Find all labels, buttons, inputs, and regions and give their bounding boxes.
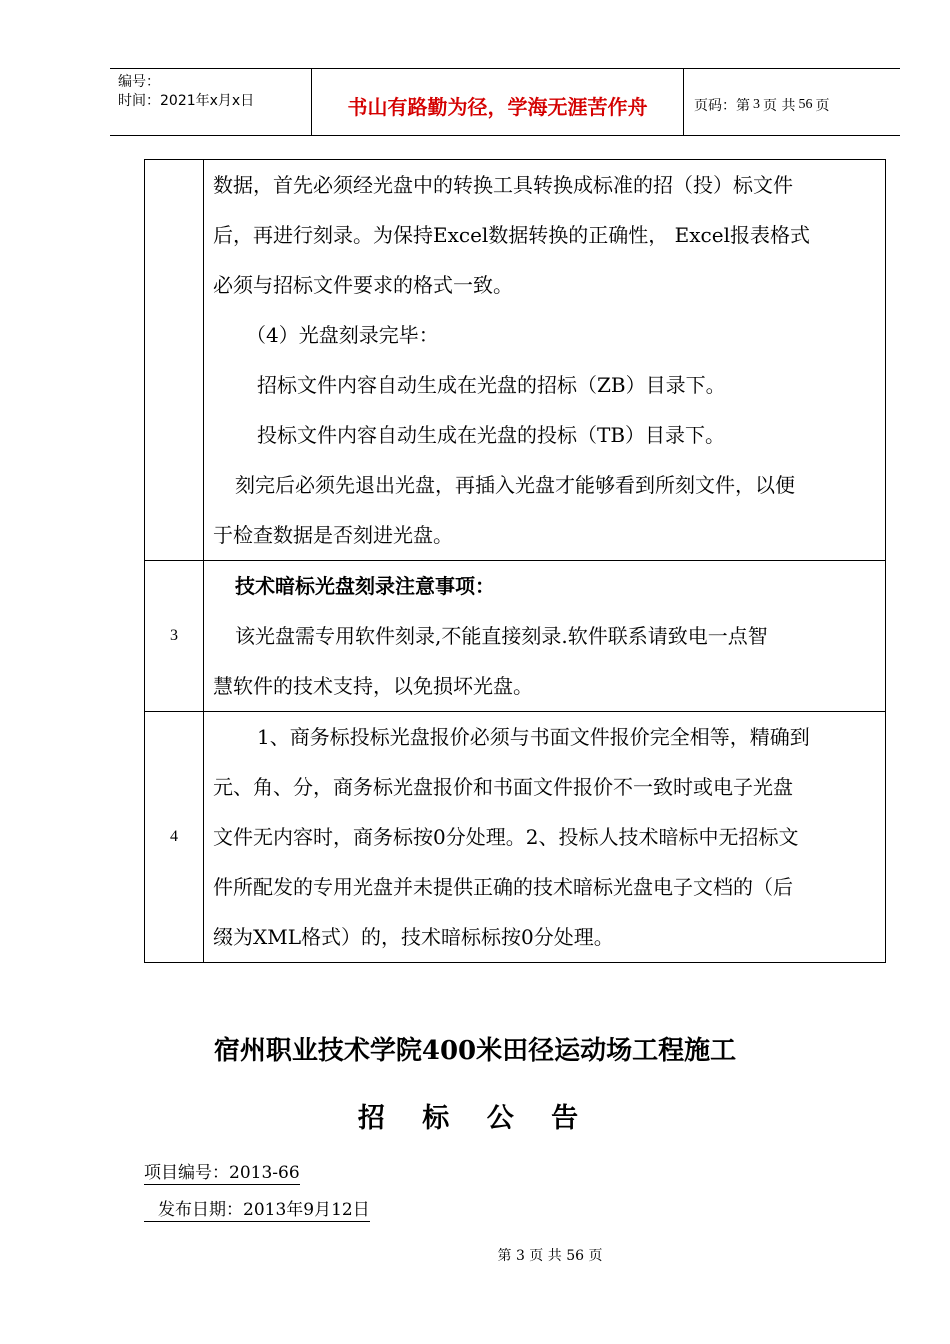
text-line: 慧软件的技术支持，以免损坏光盘。 [213,674,533,698]
text-line: 招标文件内容自动生成在光盘的招标（ZB）目录下。 [257,373,726,397]
table-row [145,712,886,963]
page-suffix: 页 [815,98,830,114]
text-line: 文件无内容时，商务标按0分处理。2、投标人技术暗标中无招标文 [213,825,799,849]
text-line: 必须与招标文件要求的格式一致。 [213,273,513,297]
page-current: 3 [753,97,760,112]
row-content [204,712,886,963]
row-heading: 技术暗标光盘刻录注意事项： [235,574,495,598]
notes-table [144,159,886,963]
text-line: 后，再进行刻录。为保持Excel数据转换的正确性， Excel报表格式 [213,223,810,247]
publish-date: 发布日期：2013年9月12日 [144,1195,370,1222]
page-prefix: 页码：第 [694,98,750,114]
text-line: 件所配发的专用光盘并未提供正确的技术暗标光盘电子文档的（后 [213,875,793,899]
page-header [110,68,900,136]
page-footer: 第 3 页 共 56 页 [497,1248,603,1264]
text-line: （4）光盘刻录完毕： [246,323,439,347]
announcement-title: 宿州职业技术学院400米田径运动场工程施工 [213,1036,737,1066]
text-line: 刻完后必须先退出光盘，再插入光盘才能够看到所刻文件，以便 [235,473,795,497]
header-motto: 书山有路勤为径，学海无涯苦作舟 [312,69,684,135]
project-number: 项目编号：2013-66 [144,1158,300,1185]
header-page-number [684,69,900,135]
row-number: 4 [145,712,204,963]
text-line: 投标文件内容自动生成在光盘的投标（TB）目录下。 [257,423,726,447]
text-line: 数据，首先必须经光盘中的转换工具转换成标准的招（投）标文件 [213,173,793,197]
header-code-label: 编号： [118,74,160,90]
header-meta [110,69,312,135]
row-content [204,160,886,561]
text-line: 缀为XML格式）的，技术暗标标按0分处理。 [213,925,614,949]
row-content [204,561,886,712]
row-number: 3 [145,561,204,712]
text-line: 元、角、分，商务标光盘报价和书面文件报价不一致时或电子光盘 [213,775,793,799]
header-time-label: 时间：2021年x月x日 [118,93,255,109]
text-line: 该光盘需专用软件刻录,不能直接刻录.软件联系请致电一点智 [235,624,768,648]
announcement-subtitle: 招 标 公 告 [357,1103,593,1134]
page-total: 56 [798,97,813,112]
text-line: 1、商务标投标光盘报价必须与书面文件报价完全相等，精确到 [257,725,810,749]
row-number [145,160,204,561]
page-mid: 页 共 [763,98,796,114]
table-row [145,160,886,561]
table-row [145,561,886,712]
text-line: 于检查数据是否刻进光盘。 [213,523,453,547]
